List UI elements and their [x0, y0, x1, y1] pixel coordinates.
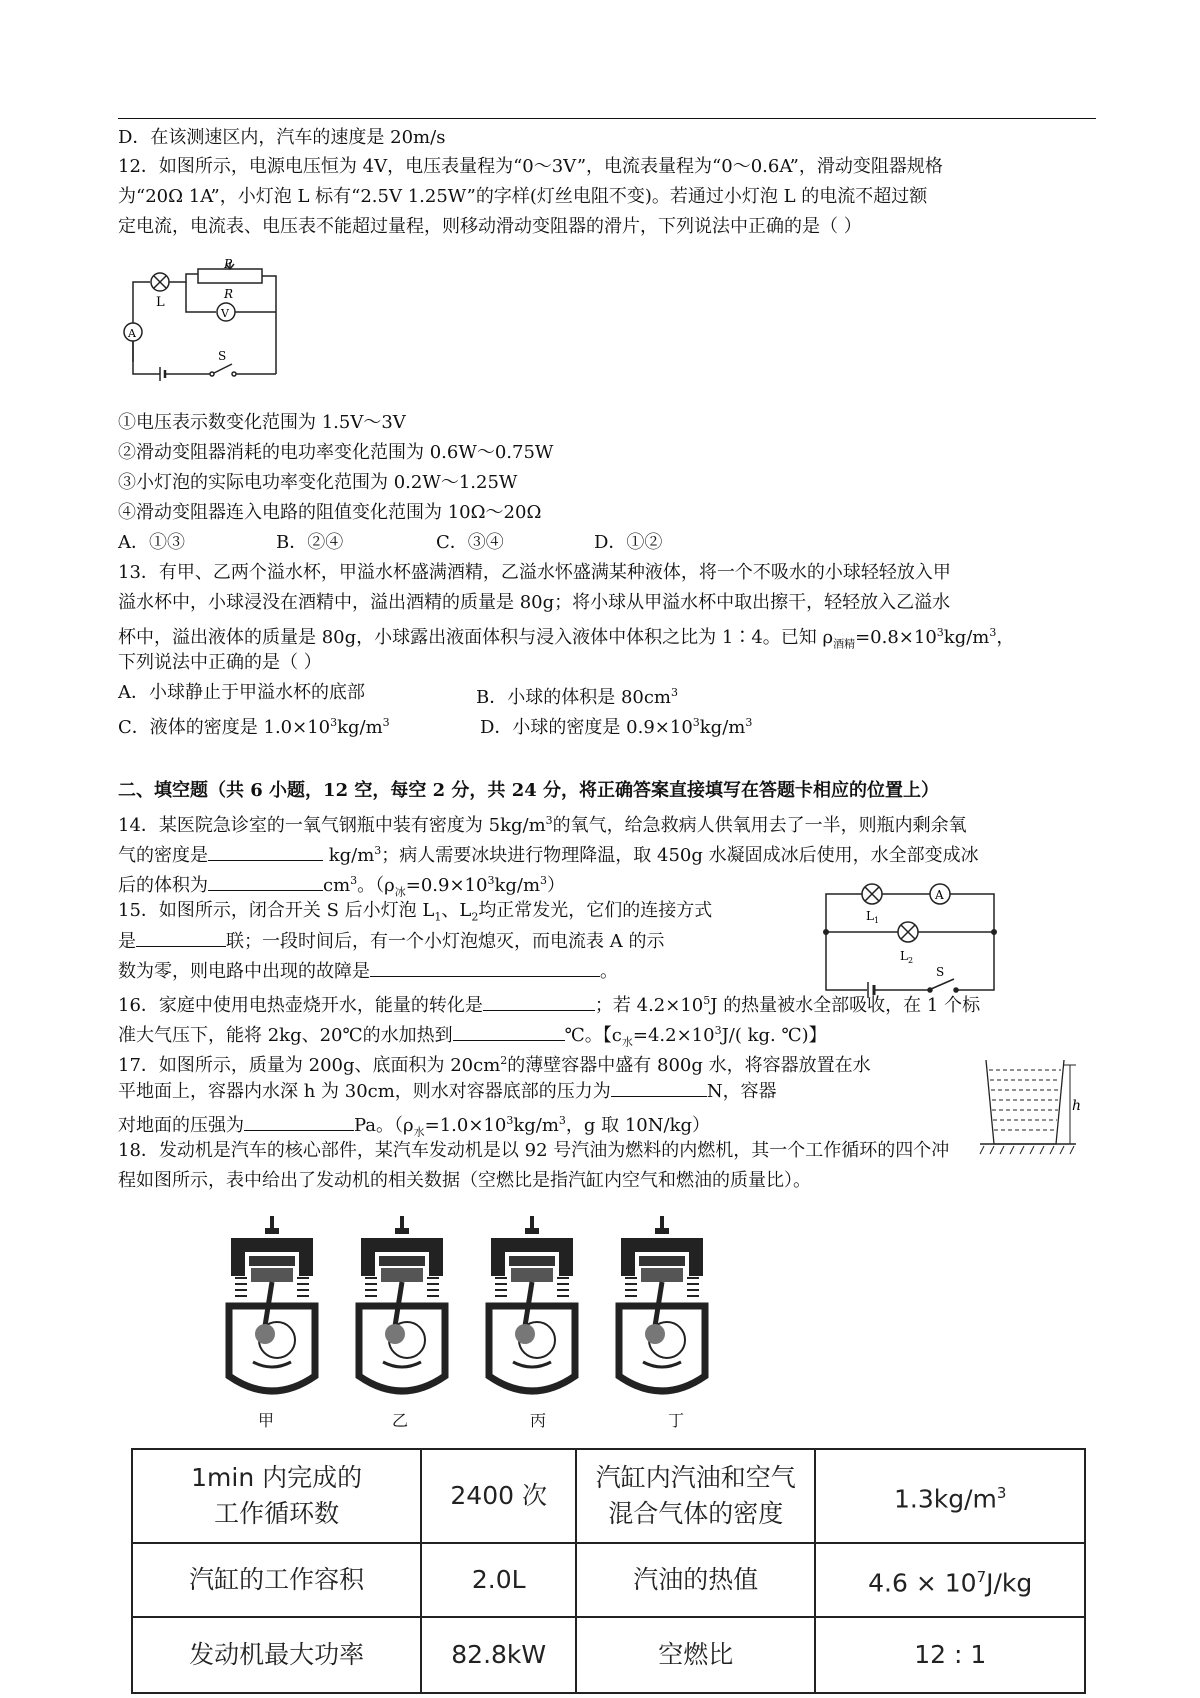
q12-lamp-label: L [156, 295, 165, 310]
q12-voltmeter-label: V [221, 307, 229, 320]
stroke-label-bing: 丙 [530, 1411, 547, 1430]
engine-strokes-diagram [225, 1216, 785, 1406]
q13-stem-1: 13．有甲、乙两个溢水杯，甲溢水杯盛满酒精，乙溢水怀盛满某种液体，将一个不吸水的小球轻轻放入甲 [118, 562, 951, 583]
q15-switch-label: S [936, 965, 945, 979]
q16-answer-blank-1[interactable] [483, 994, 595, 1011]
stroke-label-ding: 丁 [668, 1411, 685, 1430]
q11-option-d: D．在该测速区内，汽车的速度是 20m/s [118, 127, 446, 148]
table-cell: 82.8kW [421, 1617, 576, 1693]
q13-option-d: D．小球的密度是 $0.9\times 10^3kg/m^3$ [480, 716, 753, 738]
stroke-label-yi: 乙 [392, 1411, 409, 1430]
q12-statement-4: ④滑动变阻器连入电路的阻值变化范围为 10Ω～20Ω [118, 502, 542, 523]
q13-option-a: A．小球静止于甲溢水杯的底部 [118, 682, 365, 703]
q14-stem-1: 14．某医院急诊室的一氧气钢瓶中装有密度为 $5kg/m^3$的氧气，给急救病人供氧用去了一半，则瓶内剩余氧 [118, 814, 967, 836]
q14-stem-3: 后的体积为 $cm^3$。$(\rho_冰=0.9\times 10^3kg/m^3)$ [118, 874, 566, 899]
table-cell: $4.6 \times 10^7J/kg$ [815, 1543, 1085, 1617]
table-row [132, 1543, 1085, 1617]
q18-stem-2: 程如图所示，表中给出了发动机的相关数据（空燃比是指汽缸内空气和燃油的质量比）。 [118, 1170, 811, 1191]
q12-option-a: A．①③ [118, 532, 185, 553]
table-row [132, 1449, 1085, 1543]
q17-stem-1: 17．如图所示，质量为 200g、底面积为 $20cm^2$的薄壁容器中盛有 800g 水，将容器放置在水 [118, 1054, 871, 1076]
q12-slider-label: P [224, 257, 233, 271]
table-cell: 1min 内完成的 工作循环数 [132, 1449, 421, 1543]
table-cell: 2400 次 [421, 1449, 576, 1543]
q14-answer-blank-1[interactable] [208, 844, 323, 861]
section-2-heading: 二、填空题（共 6 小题，12 空，每空 2 分，共 24 分，将正确答案直接填写在答题卡相应的位置上） [118, 780, 940, 801]
q13-option-b: B．小球的体积是 $80cm^3$ [476, 686, 679, 708]
q17-stem-3: 对地面的压强为 Pa。（$\rho_水=1.0\times 10^3kg/m^3$，g 取 10N/kg） [118, 1114, 711, 1139]
q15-lamp1-label: $L_1$ [866, 909, 880, 925]
q15-lamp2-label: $L_2$ [900, 949, 914, 965]
table-cell: $1.3kg/m^3$ [815, 1449, 1085, 1543]
table-cell: 12 : 1 [815, 1617, 1085, 1693]
header-rule [118, 118, 1096, 119]
q15-ammeter-label: A [935, 888, 944, 902]
q14-answer-blank-2[interactable] [208, 874, 323, 891]
table-row [132, 1617, 1085, 1693]
q12-stem-3: 定电流，电流表、电压表不能超过量程，则移动滑动变阻器的滑片，下列说法中正确的是（ ） [118, 216, 862, 237]
q13-stem-3: 杯中，溢出液体的质量是 80g，小球露出液面体积与浸入液体中体积之比为 1∶4。已知 $\rho_{酒精}=0.8\times 10^3kg/m^3$， [118, 626, 1015, 651]
q15-answer-blank-2[interactable] [370, 960, 600, 977]
q16-stem-1: 16．家庭中使用电热壶烧开水，能量的转化是 ；若 $4.2\times 10^5J$ 的热量被水全部吸收，在 1 个标 [118, 994, 981, 1016]
q12-stem-1: 12．如图所示，电源电压恒为 4V，电压表量程为“0～3V”，电流表量程为“0～0.6A”，滑动变阻器规格 [118, 156, 943, 177]
q17-stem-2: 平地面上，容器内水深 h 为 30cm，则水对容器底部的压力为 N，容器 [118, 1081, 777, 1102]
q16-answer-blank-2[interactable] [453, 1024, 565, 1041]
q12-option-d: D．①② [594, 532, 663, 553]
q17-answer-blank-1[interactable] [611, 1080, 707, 1097]
q12-option-b: B．②④ [276, 532, 344, 553]
q15-stem-3: 数为零，则电路中出现的故障是 。 [118, 961, 618, 982]
q17-answer-blank-2[interactable] [244, 1114, 354, 1131]
q12-statement-1: ①电压表示数变化范围为 1.5V～3V [118, 412, 406, 433]
q13-option-c: C．液体的密度是 $1.0\times 10^3kg/m^3$ [118, 716, 390, 738]
table-cell: 汽油的热值 [576, 1543, 815, 1617]
table-cell: 汽缸的工作容积 [132, 1543, 421, 1617]
q13-stem-4: 下列说法中正确的是（ ） [118, 652, 322, 673]
q13-stem-2: 溢水杯中，小球浸没在酒精中，溢出酒精的质量是 80g；将小球从甲溢水杯中取出擦干，轻轻放入乙溢水 [118, 592, 951, 613]
q12-stem-2: 为“20Ω 1A”，小灯泡 L 标有“2.5V 1.25W”的字样(灯丝电阻不变)。若通过小灯泡 L 的电流不超过额 [118, 186, 928, 207]
q17-container-diagram [978, 1040, 1082, 1160]
q17-depth-label: h [1072, 1098, 1082, 1114]
table-cell: 空燃比 [576, 1617, 815, 1693]
q15-circuit-diagram [820, 880, 1000, 998]
engine-data-table [131, 1448, 1086, 1694]
q12-ammeter-label: A [128, 327, 136, 340]
q12-switch-label: S [218, 349, 227, 363]
table-cell: 2.0L [421, 1543, 576, 1617]
q12-circuit-diagram [120, 257, 290, 392]
table-cell: 汽缸内汽油和空气 混合气体的密度 [576, 1449, 815, 1543]
q16-stem-2: 准大气压下，能将 2kg、20℃的水加热到 ℃。【$c_水=4.2\times 10^3J/$( kg. ℃)】 [118, 1024, 827, 1049]
table-cell: 发动机最大功率 [132, 1617, 421, 1693]
q12-option-c: C．③④ [436, 532, 504, 553]
q12-resistor-label: R [224, 287, 234, 301]
q14-stem-2: 气的密度是 $kg/m^3$；病人需要冰块进行物理降温，取 450g 水凝固成冰后使用，水全部变成冰 [118, 844, 979, 866]
stroke-label-jia: 甲 [258, 1411, 275, 1430]
q18-stem-1: 18．发动机是汽车的核心部件，某汽车发动机是以 92 号汽油为燃料的内燃机，其一个工作循环的四个冲 [118, 1140, 950, 1161]
q15-answer-blank-1[interactable] [136, 930, 226, 947]
q12-statement-3: ③小灯泡的实际电功率变化范围为 0.2W～1.25W [118, 472, 518, 493]
q15-stem-2: 是 联；一段时间后，有一个小灯泡熄灭，而电流表 A 的示 [118, 931, 665, 952]
q12-statement-2: ②滑动变阻器消耗的电功率变化范围为 0.6W～0.75W [118, 442, 554, 463]
q15-stem-1: 15．如图所示，闭合开关 S 后小灯泡 $L_1$、$L_2$均正常发光，它们的连接方式 [118, 900, 713, 924]
